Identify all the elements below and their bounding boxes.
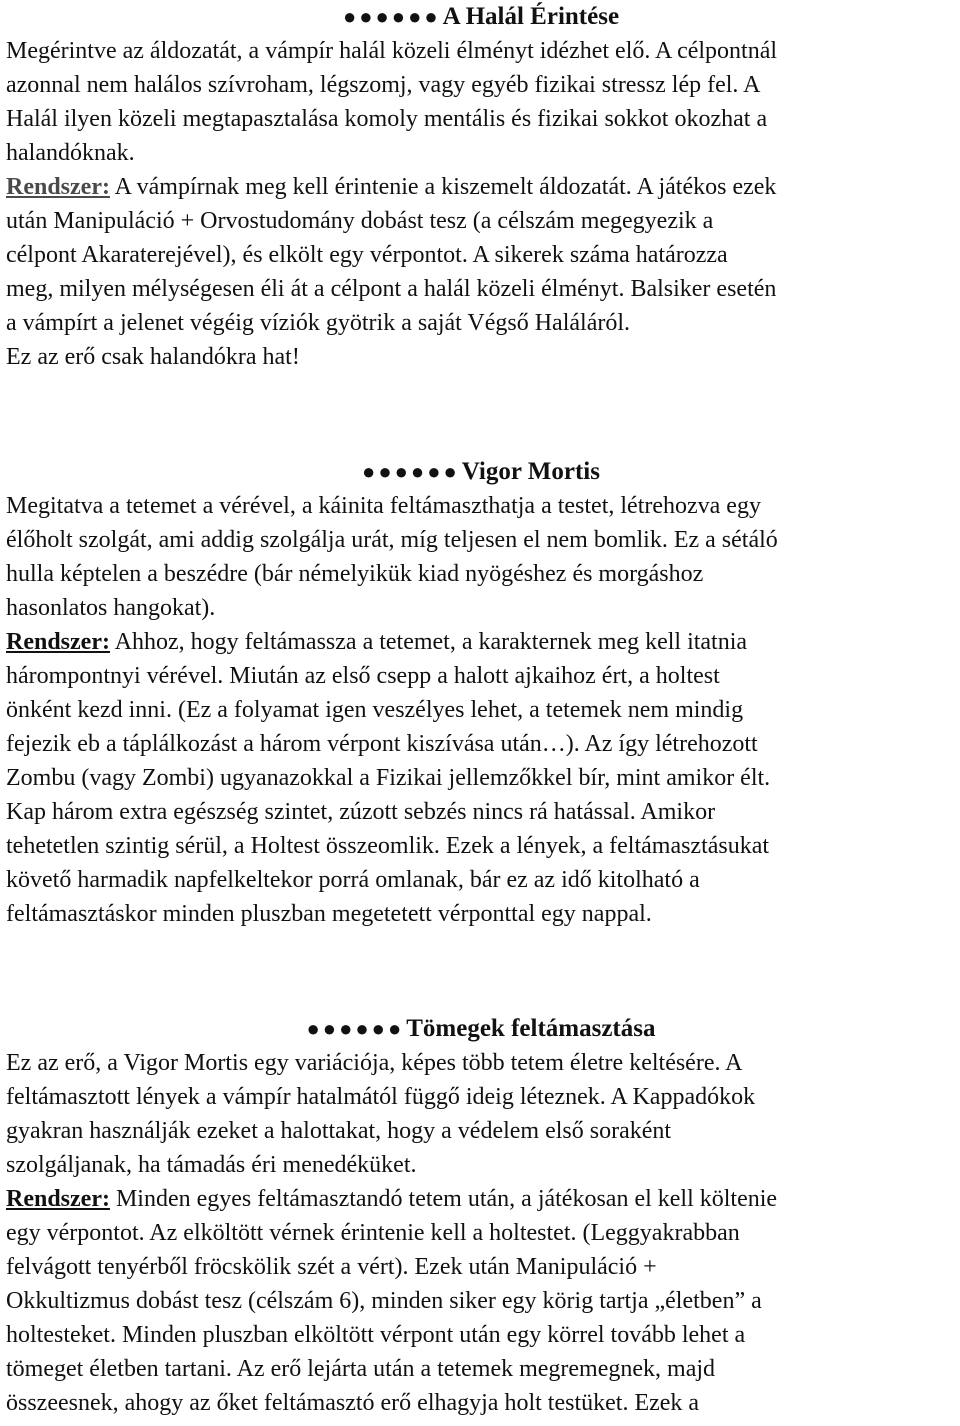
system-label: Rendszer: (6, 174, 110, 200)
system-line (6, 170, 956, 204)
body-line: Ez az erő, a Vigor Mortis egy variációja, képes több tetem életre keltésére. A (6, 1050, 743, 1076)
system-text: Ahhoz, hogy feltámassza a tetemet, a karakternek meg kell itatnia (109, 629, 748, 655)
system-text: Minden egyes feltámasztandó tetem után, a játékosan el kell költenie (109, 1186, 778, 1212)
section-title: Tömegek feltámasztása (406, 1015, 656, 1042)
body-line: fejezik eb a táplálkozást a három vérpont kiszívása után…). Az így létrehozott (6, 731, 758, 757)
body-line: önként kezd inni. (Ez a folyamat igen veszélyes lehet, a tetemek nem mindig (6, 697, 744, 723)
section-heading (6, 455, 956, 489)
body-line: Halál ilyen közeli megtapasztalása komoly mentális és fizikai sokkot okozhat a (6, 106, 768, 132)
system-text: A vámpírnak meg kell érintenie a kiszemelt áldozatát. A játékos ezek (109, 174, 777, 200)
body-line: felvágott tenyérből fröcskölik szét a vért). Ezek után Manipuláció + (6, 1254, 657, 1280)
section-heading (6, 1012, 956, 1046)
body-line: feltámasztott lények a vámpír hatalmától függő ideig léteznek. A Kappadókok (6, 1084, 756, 1110)
body-line: követő harmadik napfelkeltekor porrá omlanak, bár ez az idő kitolható a (6, 867, 700, 893)
body-line: gyakran használják ezeket a halottakat, hogy a védelem első soraként (6, 1118, 672, 1144)
section-vigor-mortis (6, 455, 956, 931)
section-tomegek-feltamasztasa (6, 1012, 956, 1420)
body-line: összeesnek, ahogy az őket feltámasztó erő elhagyja holt testüket. Ezek a (6, 1390, 700, 1416)
body-line: hárompontnyi vérével. Miután az első csepp a halott ajkaihoz ért, a holtest (6, 663, 720, 689)
system-line (6, 625, 956, 659)
body-line: Megitatva a tetemet a vérével, a káinita feltámaszthatja a testet, létrehozva egy (6, 493, 761, 519)
body-line: meg, milyen mélységesen éli át a célpont a halál közeli élményt. Balsiker esetén (6, 276, 777, 302)
level-dots-icon: ●●●●●● (342, 4, 441, 29)
body-line: Ez az erő csak halandókra hat! (6, 344, 300, 370)
system-line (6, 1182, 956, 1216)
body-line: élőholt szolgát, ami addig szolgálja urát, míg teljesen el nem bomlik. Ez a sétáló (6, 527, 778, 553)
body-line: Zombu (vagy Zombi) ugyanazokkal a Fizikai jellemzőkkel bír, mint amikor élt. (6, 765, 771, 791)
body-line: célpont Akaraterejével), és elkölt egy vérpontot. A sikerek száma határozza (6, 242, 728, 268)
section-title: A Halál Érintése (442, 3, 620, 30)
body-line: halandóknak. (6, 140, 135, 166)
body-line: egy vérpontot. Az elköltött vérnek érintenie kell a holtestet. (Leggyakrabban (6, 1220, 740, 1246)
body-line: holtesteket. Minden pluszban elköltött vérpont után egy körrel tovább lehet a (6, 1322, 746, 1348)
body-line: Kap három extra egészség szintet, zúzott sebzés nincs rá hatással. Amikor (6, 799, 716, 825)
section-heading (6, 0, 956, 34)
body-line: Okkultizmus dobást tesz (célszám 6), minden siker egy körig tartja „életben” a (6, 1288, 762, 1314)
body-line: feltámasztáskor minden pluszban megetetett vérponttal egy nappal. (6, 901, 652, 927)
system-label: Rendszer: (6, 1186, 110, 1212)
section-a-halal-erintese (6, 0, 956, 374)
section-title: Vigor Mortis (461, 458, 600, 485)
body-line: hulla képtelen a beszédre (bár némelyikük kiad nyögéshez és morgáshoz (6, 561, 704, 587)
body-line: tehetetlen szintig sérül, a Holtest összeomlik. Ezek a lények, a feltámasztásukat (6, 833, 770, 859)
system-label: Rendszer: (6, 629, 110, 655)
body-line: szolgáljanak, ha támadás éri menedéküket. (6, 1152, 417, 1178)
body-line: azonnal nem halálos szívroham, légszomj, vagy egyéb fizikai stressz lép fel. A (6, 72, 761, 98)
body-line: után Manipuláció + Orvostudomány dobást tesz (a célszám megegyezik a (6, 208, 714, 234)
level-dots-icon: ●●●●●● (306, 1016, 405, 1041)
body-line: hasonlatos hangokat). (6, 595, 216, 621)
body-line: tömeget életben tartani. Az erő lejárta után a tetemek megremegnek, majd (6, 1356, 716, 1382)
level-dots-icon: ●●●●●● (362, 459, 460, 484)
body-line: a vámpírt a jelenet végéig víziók gyötrik a saját Végső Haláláról. (6, 310, 631, 336)
body-line: Megérintve az áldozatát, a vámpír halál közeli élményt idézhet elő. A célpontnál (6, 38, 778, 64)
